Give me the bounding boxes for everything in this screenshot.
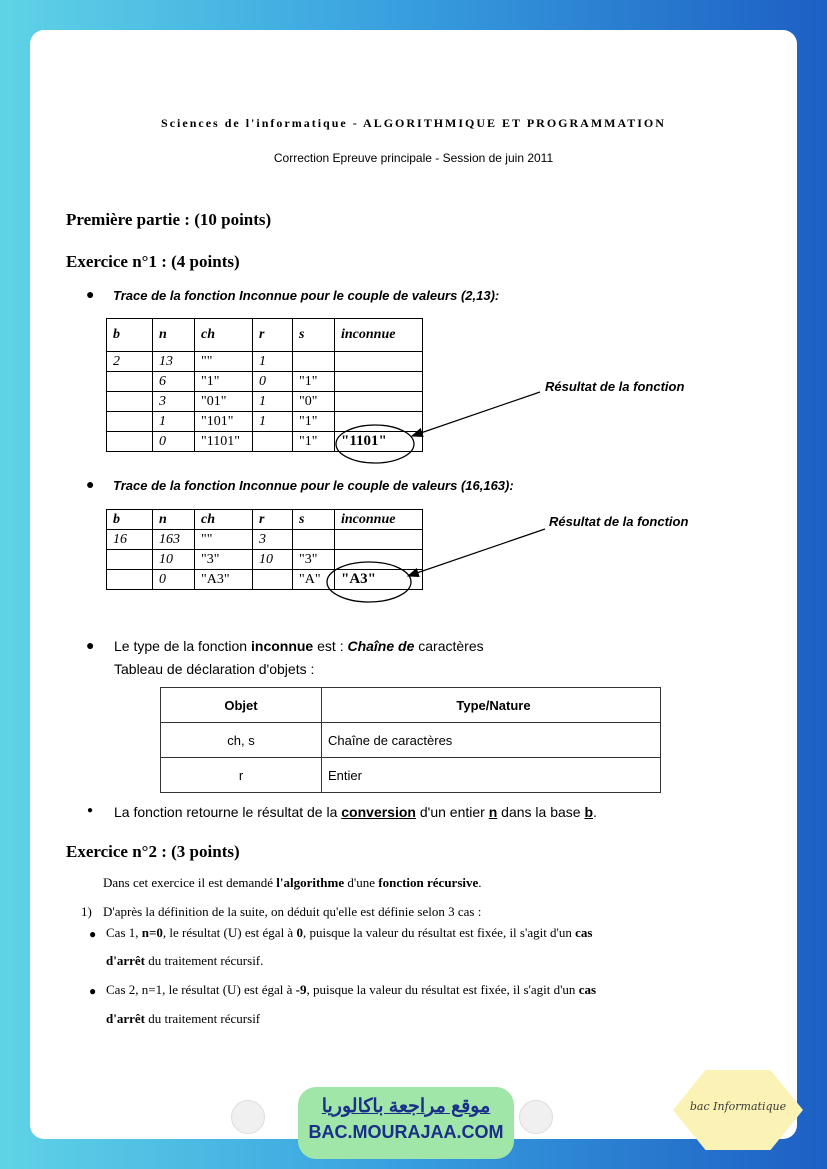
footer-site-link[interactable]: BAC.MOURAJAA.COM	[308, 1122, 504, 1142]
type-line: Le type de la fonction inconnue est : Chaîne de caractères	[114, 638, 484, 654]
table-row: 0 "1101" "1" "1101"	[107, 432, 423, 452]
case2-line1: Cas 2, n=1, le résultat (U) est égal à -9, puisque la valeur du résultat est fixée, il s'agit d'un cas	[106, 982, 597, 997]
case1-line2: d'arrêt du traitement récursif.	[106, 953, 264, 968]
badge-text: bac Informatique	[689, 1100, 787, 1113]
bullet-icon: ●	[86, 639, 95, 654]
table-row: ch, s Chaîne de caractères	[161, 723, 661, 758]
ex1-heading: Exercice n°1 : (4 points)	[66, 252, 240, 271]
decl-header-objet: Objet	[161, 688, 322, 723]
declaration-table	[160, 687, 661, 793]
ex2-intro: Dans cet exercice il est demandé l'algorithme d'une fonction récursive.	[103, 875, 482, 890]
result-ellipse-2	[327, 562, 411, 602]
footer-arabic: موقع مراجعة باكالوريا	[321, 1096, 491, 1117]
document-title: Sciences de l'informatique - ALGORITHMIQUE ET PROGRAMMATION	[161, 116, 666, 130]
table-row: 6 "1" 0 "1"	[107, 372, 423, 392]
case1-line1: Cas 1, n=0, le résultat (U) est égal à 0, puisque la valeur du résultat est fixée, il s'agit d'un cas	[106, 925, 593, 940]
col-s: s	[293, 319, 335, 352]
table-row: 16 163 "" 3	[107, 530, 423, 550]
col-r: r	[253, 319, 293, 352]
conversion-line: La fonction retourne le résultat de la conversion d'un entier n dans la base b.	[114, 804, 597, 820]
trace1-caption: Trace de la fonction Inconnue pour le couple de valeurs (2,13):	[113, 288, 500, 303]
bullet-icon: ●	[86, 478, 95, 493]
table-row: r Entier	[161, 758, 661, 793]
site-logo-left	[231, 1100, 265, 1134]
bullet-icon: ●	[86, 288, 95, 303]
col-n: n	[153, 319, 195, 352]
decl-header-type: Type/Nature	[322, 688, 661, 723]
bullet-icon: ●	[87, 805, 94, 816]
trace2-result: "A3"	[335, 570, 423, 590]
annotation-overlay	[30, 30, 797, 1139]
result-arrow-2	[408, 529, 545, 576]
site-logo-right	[519, 1100, 553, 1134]
trace1-result: "1101"	[335, 432, 423, 452]
bullet-icon: ●	[89, 927, 97, 941]
trace2-caption: Trace de la fonction Inconnue pour le couple de valeurs (16,163):	[113, 478, 514, 493]
result-label-1: Résultat de la fonction	[545, 379, 685, 394]
case2-line2: d'arrêt du traitement récursif	[106, 1011, 261, 1026]
item1-number: 1)	[81, 904, 92, 919]
col-inconnue: inconnue	[335, 319, 423, 352]
col-ch: ch	[195, 319, 253, 352]
col-b: b	[107, 319, 153, 352]
item1-text: D'après la définition de la suite, on déduit qu'elle est définie selon 3 cas :	[103, 904, 482, 919]
result-ellipse-1	[336, 425, 414, 463]
decl-title: Tableau de déclaration d'objets :	[114, 661, 315, 677]
footer-banner[interactable]	[298, 1087, 514, 1159]
part1-heading: Première partie : (10 points)	[66, 210, 272, 229]
table-row: 1 "101" 1 "1"	[107, 412, 423, 432]
table-row: 0 "A3" "A" "A3"	[107, 570, 423, 590]
result-label-2: Résultat de la fonction	[549, 514, 689, 529]
ex2-heading: Exercice n°2 : (3 points)	[66, 842, 240, 861]
table-row: 10 "3" 10 "3"	[107, 550, 423, 570]
trace2-table: b n ch r s inconnue 16 163 "" 3 10 "3" 10 "3" 0 "A3" "A" "A3"	[106, 509, 423, 590]
document-page	[30, 30, 797, 1142]
result-arrow-1	[412, 392, 540, 436]
table-row: 2 13 "" 1	[107, 352, 423, 372]
bullet-icon: ●	[89, 984, 97, 998]
document-subtitle: Correction Epreuve principale - Session de juin 2011	[273, 151, 554, 165]
table-row: 3 "01" 1 "0"	[107, 392, 423, 412]
